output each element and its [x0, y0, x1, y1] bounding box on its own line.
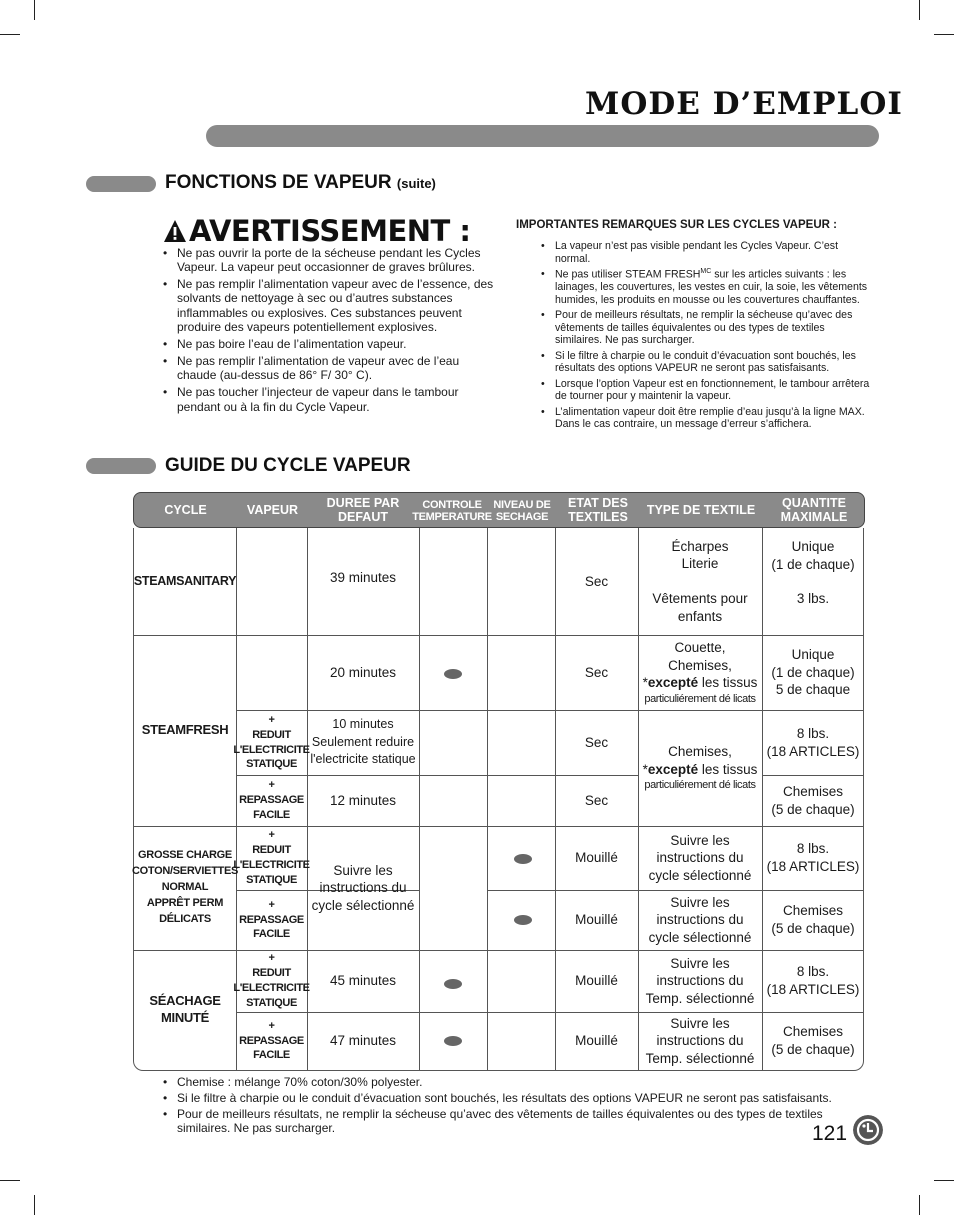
notes-list	[163, 1075, 863, 1138]
option-line: REPASSAGE	[239, 794, 304, 807]
temperature-control-dot	[444, 1036, 462, 1046]
warning-item: • Ne pas remplir l’alimentation de vapeur avec de l’eau chaude (au-dessus de 86° F/ 30° C).	[163, 354, 498, 382]
quantity-cell	[762, 635, 864, 710]
section-title-text: FONCTIONS DE VAPEUR	[165, 172, 392, 193]
crop-mark	[34, 1195, 35, 1215]
crop-mark	[934, 34, 954, 35]
quantity-cell	[762, 826, 864, 890]
option-repassage	[236, 890, 307, 950]
col-header: NIVEAU DE SECHAGE	[493, 498, 551, 523]
textile-line: enfants	[677, 608, 723, 624]
textile-cell	[638, 826, 762, 890]
state-cell: Sec	[584, 792, 609, 808]
state-cell: Mouillé	[575, 850, 618, 866]
temperature-control-dot	[444, 669, 462, 679]
option-line: FACILE	[253, 928, 290, 941]
quantity-line: (1 de chaque)	[771, 556, 855, 572]
warning-item: • Ne pas ouvrir la porte de la sécheuse pendant les Cycles Vapeur. La vapeur peut occasionner de graves brûlures.	[163, 246, 498, 274]
textile-line: Suivre les	[670, 1015, 730, 1031]
note-item: • Si le filtre à charpie ou le conduit d’évacuation sont bouchés, les résultats des options VAPEUR ne seront pas satisfaisants.	[163, 1091, 863, 1105]
cycle-steamfresh: STEAMFRESH	[141, 722, 229, 738]
option-line: L'ELECTRICITE	[233, 859, 310, 871]
option-line: REPASSAGE	[239, 1034, 304, 1047]
textile-line: cycle sélectionné	[648, 867, 752, 883]
textile-line: Temp. sélectionné	[645, 1050, 755, 1066]
textile-cell	[638, 710, 762, 826]
option-line: STATIQUE	[246, 758, 297, 771]
quantity-line: (5 de chaque)	[771, 921, 855, 936]
section-pill	[86, 458, 156, 474]
option-reduit	[233, 950, 310, 1012]
lg-logo-icon	[853, 1115, 883, 1145]
quantity-line: (1 de chaque)	[771, 664, 855, 680]
duration-line: Suivre les	[333, 862, 393, 878]
trademark-sup: MC	[700, 268, 712, 275]
remark-item: • Pour de meilleurs résultats, ne remplir la sécheuse qu’avec des vêtements de tailles équivalentes ou des types de textiles similaires. Ne pas surcharger.	[541, 309, 871, 347]
duration-cell	[307, 826, 419, 950]
quantity-line: (18 ARTICLES)	[766, 859, 860, 874]
remark-item: • L’alimentation vapeur doit être remplie d’eau jusqu’à la ligne MAX. Dans le cas contraire, un message d’erreur s’affichera.	[541, 406, 871, 431]
textile-line: instructions du	[656, 850, 744, 866]
remark-item: • Lorsque l’option Vapeur est en fonctionnement, le tambour arrêtera de tourner pour y maintenir la vapeur.	[541, 378, 871, 403]
textile-cell	[638, 890, 762, 950]
remarks-list	[541, 240, 871, 434]
section-pill	[86, 176, 156, 192]
remark-item	[541, 268, 871, 306]
option-line: +	[268, 898, 275, 911]
col-header: CONTROLE TEMPERATURE	[412, 498, 492, 523]
col-header: DUREE PAR DEFAUT	[326, 496, 400, 524]
remark-text: sur les articles suivants : les lainages, les couvertures, les vestes en cuir, la soie, les vêtements humides, les produits en mousse ou les couvertures chauffantes.	[555, 268, 868, 306]
quantity-line: Unique	[791, 647, 835, 663]
remarks-title: IMPORTANTES REMARQUES SUR LES CYCLES VAPEUR :	[516, 219, 837, 231]
textile-line: Suivre les	[670, 832, 730, 848]
option-line: REDUIT	[252, 844, 291, 857]
option-line: REPASSAGE	[239, 913, 304, 926]
cycle-line: SÉACHAGE	[149, 993, 221, 1009]
warning-item: • Ne pas toucher l’injecteur de vapeur dans le tambour pendant ou à la fin du Cycle Vapeur.	[163, 385, 498, 413]
textile-line: *excepté les tissus	[642, 675, 758, 691]
quantity-line: (5 de chaque)	[771, 801, 855, 817]
crop-mark	[919, 1195, 920, 1215]
textile-rest: les tissus	[698, 761, 758, 777]
option-line: REDUIT	[252, 728, 291, 741]
cycle-table	[133, 528, 864, 1071]
col-header: CYCLE	[164, 503, 207, 518]
option-line: REDUIT	[252, 967, 291, 980]
quantity-line: Chemises	[782, 1024, 844, 1040]
cycle-line: APPRÊT PERM	[146, 896, 224, 909]
textile-line: Couette,	[674, 640, 726, 656]
warning-list	[163, 246, 498, 417]
grid-line	[487, 528, 488, 1070]
option-reduit	[233, 710, 310, 775]
crop-mark	[0, 1180, 20, 1181]
warning-title	[163, 214, 471, 248]
warning-title-text: AVERTISSEMENT :	[189, 214, 471, 248]
textile-cell	[638, 950, 762, 1012]
note-item: • Chemise : mélange 70% coton/30% polyester.	[163, 1075, 863, 1089]
textile-rest: les tissus	[698, 675, 758, 691]
quantity-cell	[762, 890, 864, 950]
duration-line: l'electricite statique	[310, 752, 416, 767]
crop-mark	[0, 34, 20, 35]
col-header: TYPE DE TEXTILE	[646, 503, 756, 518]
quantity-cell	[762, 775, 864, 826]
col-header: QUANTITE MAXIMALE	[780, 496, 848, 524]
section-title-steam	[165, 172, 436, 194]
page-number: 121	[812, 1122, 848, 1145]
note-item: • Pour de meilleurs résultats, ne remplir la sécheuse qu’avec des vêtements de tailles équivalentes ou des types de textiles similaires. Ne pas surcharger.	[163, 1107, 857, 1135]
textile-line: cycle sélectionné	[648, 929, 752, 945]
header-bar	[206, 125, 879, 147]
state-cell: Mouillé	[575, 1033, 618, 1049]
remark-item: • Si le filtre à charpie ou le conduit d’évacuation sont bouchés, les résultats des options VAPEUR ne seront pas satisfaisants.	[541, 350, 871, 375]
remark-item: • La vapeur n’est pas visible pendant les Cycles Vapeur. C’est normal.	[541, 240, 871, 265]
textile-emph: excepté	[647, 675, 699, 691]
duration-line: 10 minutes	[332, 717, 394, 732]
cycle-line: COTON/SERVIETTES	[131, 865, 239, 878]
cycle-line: MINUTÉ	[160, 1010, 210, 1025]
cycle-line: NORMAL	[161, 881, 209, 894]
temperature-control-dot	[444, 979, 462, 989]
quantity-line: 5 de chaque	[775, 682, 851, 698]
drying-level-dot	[514, 854, 532, 864]
duration-line: cycle sélectionné	[311, 897, 415, 913]
quantity-cell	[762, 1012, 864, 1070]
cycle-grosse-charge	[131, 826, 239, 950]
option-line: +	[268, 713, 275, 726]
duration-cell: 12 minutes	[329, 792, 397, 808]
textile-line: instructions du	[656, 1033, 744, 1049]
quantity-cell	[762, 950, 864, 1012]
option-reduit	[233, 826, 310, 890]
textile-line: Suivre les	[670, 955, 730, 971]
textile-line: Vêtements pour	[652, 591, 748, 606]
duration-cell: 47 minutes	[329, 1033, 397, 1049]
crop-mark	[934, 1180, 954, 1181]
quantity-line: 8 lbs.	[796, 725, 830, 741]
quantity-cell	[762, 710, 864, 775]
textile-line: Chemises,	[668, 744, 732, 760]
option-line: STATIQUE	[246, 996, 297, 1009]
textile-line: Écharpes	[671, 538, 729, 554]
textile-line: instructions du	[656, 912, 744, 928]
textile-cell	[638, 528, 762, 635]
section-title-guide: GUIDE DU CYCLE VAPEUR	[165, 455, 411, 476]
textile-line: *excepté les tissus	[642, 761, 758, 777]
quantity-line: (18 ARTICLES)	[766, 743, 860, 759]
option-line: L'ELECTRICITE	[233, 743, 310, 756]
col-header: ETAT DES TEXTILES	[568, 496, 628, 524]
duration-cell: 45 minutes	[329, 973, 397, 989]
cycle-steamsanitary: STEAMSANITARY	[133, 574, 237, 589]
state-cell: Sec	[584, 734, 609, 750]
warning-item: • Ne pas boire l’eau de l’alimentation vapeur.	[163, 337, 498, 351]
page-title: MODE D’EMPLOI	[585, 86, 903, 122]
duration-cell: 20 minutes	[329, 664, 397, 680]
warning-item: • Ne pas remplir l’alimentation vapeur avec de l’essence, des solvants de nettoyage à sec ou d’autres substances inflammables ou explosives. Ces substances peuvent produire des vapeurs potentiellement explosives.	[163, 277, 498, 334]
quantity-line: 8 lbs.	[796, 841, 830, 857]
quantity-line: 8 lbs.	[796, 964, 830, 980]
option-line: FACILE	[253, 1049, 290, 1062]
textile-line: Literie	[681, 556, 719, 572]
duration-line: Seulement reduire	[311, 734, 415, 749]
textile-line: particuliérement dé licats	[644, 779, 756, 792]
quantity-cell	[762, 528, 864, 635]
state-cell: Mouillé	[575, 973, 618, 989]
quantity-line: Chemises	[782, 903, 844, 919]
state-cell: Sec	[584, 664, 609, 680]
textile-line: particuliérement dé licats	[644, 692, 756, 705]
option-repassage	[236, 1012, 307, 1070]
col-header: VAPEUR	[246, 503, 299, 518]
section-title-suffix: (suite)	[396, 176, 436, 191]
quantity-line: 3 lbs.	[796, 591, 830, 607]
grid-line	[419, 528, 420, 1070]
crop-mark	[34, 0, 35, 20]
textile-cell	[638, 1012, 762, 1070]
cycle-line: DÉLICATS	[159, 912, 211, 925]
option-line: +	[268, 952, 275, 965]
quantity-line: (5 de chaque)	[771, 1042, 855, 1057]
option-line: STATIQUE	[246, 873, 297, 886]
textile-cell	[638, 635, 762, 710]
quantity-line: Unique	[791, 539, 835, 554]
option-line: L'ELECTRICITE	[233, 982, 310, 994]
drying-level-dot	[514, 915, 532, 925]
duration-line: instructions du	[319, 880, 407, 896]
textile-emph: excepté	[647, 761, 699, 777]
quantity-line: (18 ARTICLES)	[766, 982, 860, 997]
cycle-line: GROSSE CHARGE	[138, 849, 232, 862]
option-line: FACILE	[253, 808, 290, 821]
duration-cell	[307, 710, 419, 775]
warning-icon	[163, 219, 187, 243]
textile-line: Chemises,	[668, 657, 732, 673]
textile-line: Temp. sélectionné	[645, 990, 755, 1006]
duration-cell: 39 minutes	[329, 570, 397, 586]
option-line: +	[268, 1019, 275, 1032]
table-header	[133, 492, 865, 528]
remark-text: Ne pas utiliser STEAM FRESH	[555, 268, 701, 281]
quantity-line: Chemises	[782, 783, 844, 799]
textile-line: Suivre les	[670, 894, 730, 910]
cycle-sechage-minute	[134, 950, 236, 1070]
option-repassage	[236, 775, 307, 826]
state-cell: Sec	[584, 573, 609, 589]
textile-line: instructions du	[656, 973, 744, 989]
crop-mark	[919, 0, 920, 20]
option-line: +	[268, 829, 275, 842]
option-line: +	[268, 779, 275, 792]
state-cell: Mouillé	[575, 912, 618, 928]
